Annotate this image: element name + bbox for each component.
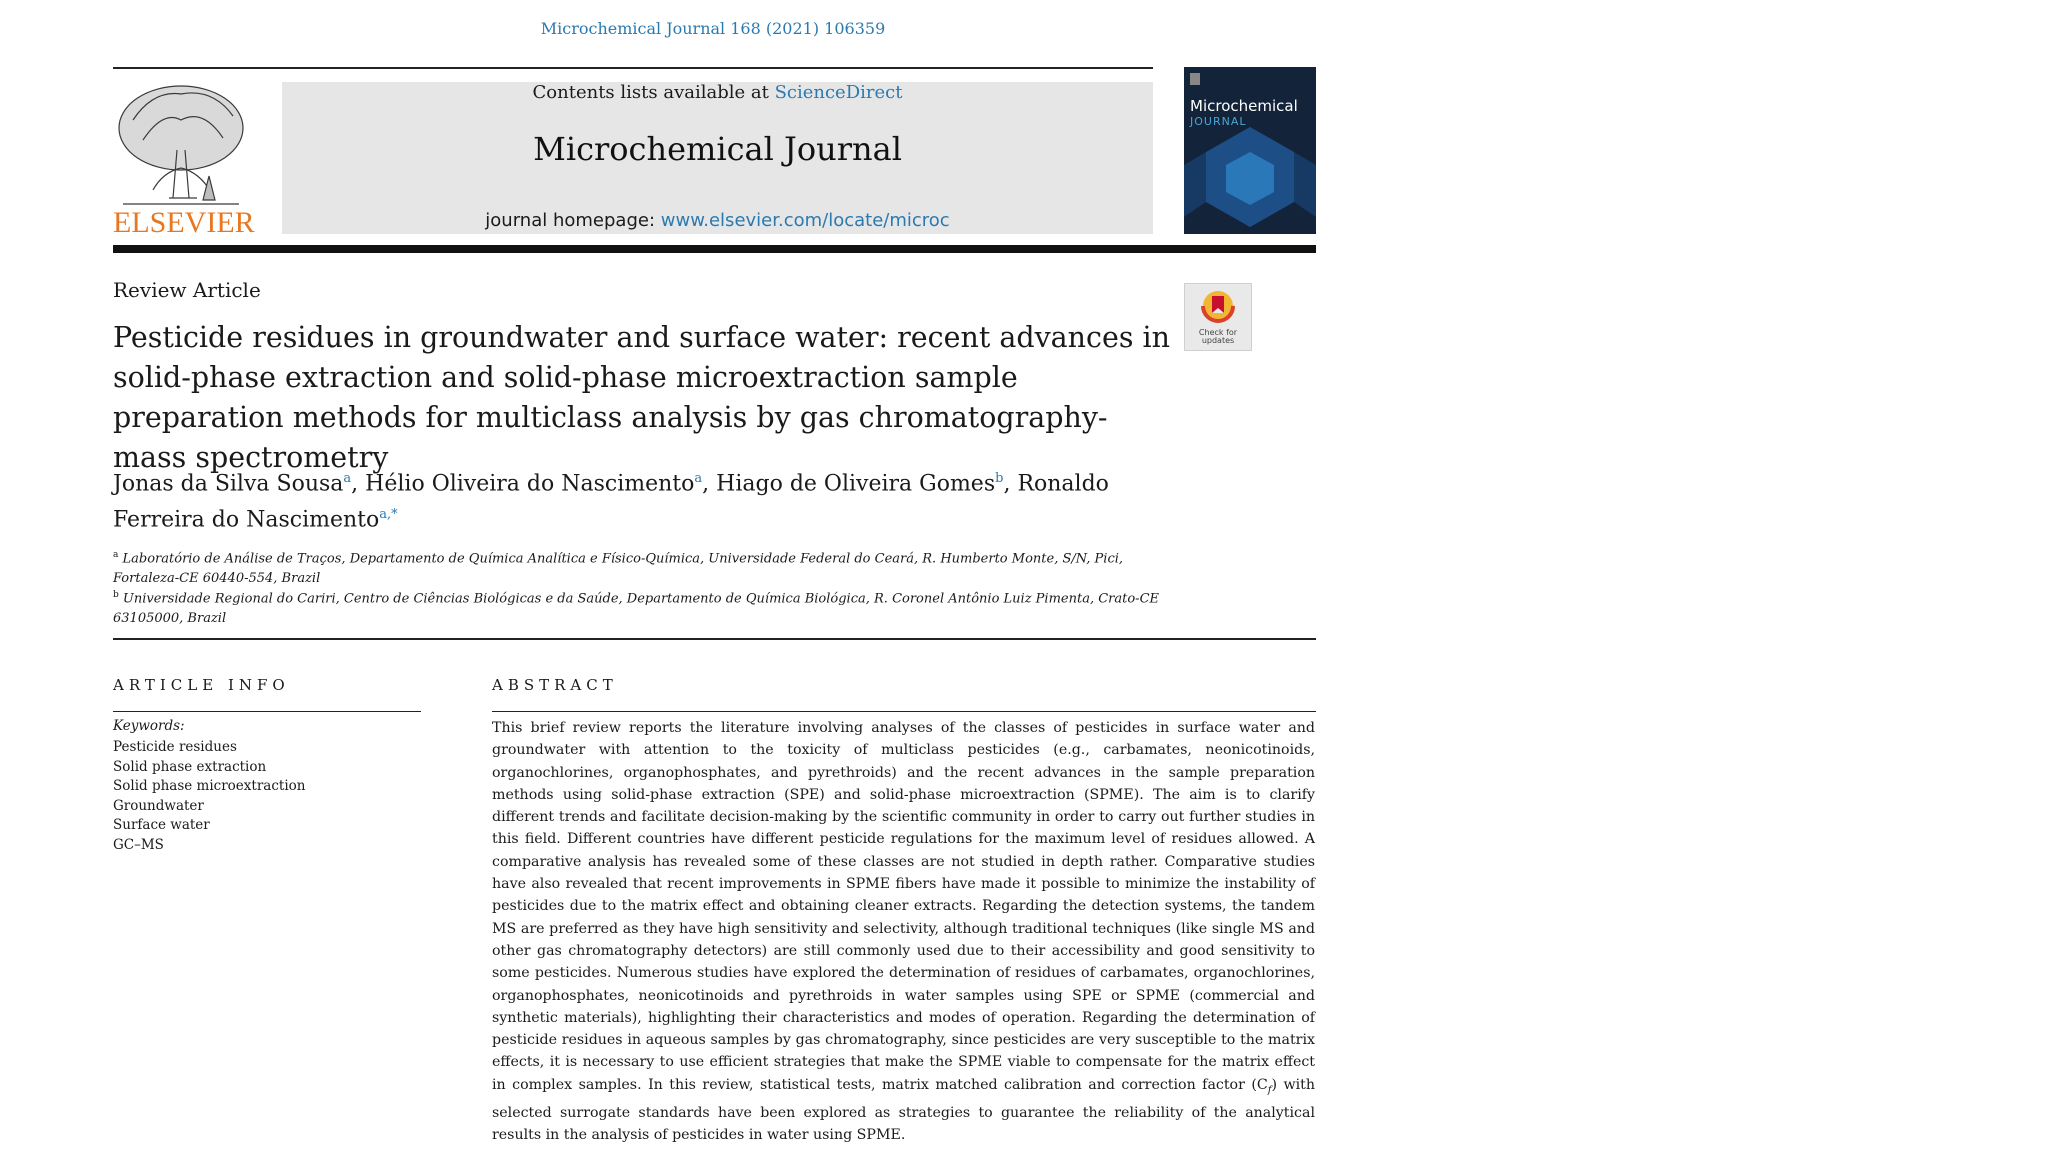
author-name[interactable]: Hélio Oliveira do Nascimento <box>365 471 695 497</box>
elsevier-wordmark[interactable]: ELSEVIER <box>113 206 255 239</box>
author-affiliation-mark[interactable]: b <box>995 471 1004 486</box>
keyword-item: Solid phase microextraction <box>113 778 306 795</box>
crossmark-icon <box>1185 286 1251 330</box>
abstract-rule <box>492 711 1316 712</box>
author-name[interactable]: Hiago de Oliveira Gomes <box>716 471 996 497</box>
abstract-text: This brief review reports the literature involving analyses of the classes of pesticides in surface water and groundwater with attention to the toxicity of multiclass pesticides (e.g., carbamates, neonicotinoids, organochlorines, organophosphates, and pyrethroids) and the recent advances in the sample preparation methods using solid-phase extraction (SPE) and solid-phase microextraction (SPME). The aim is to clarify different trends and facilitate decision-making by the scientific community in order to carry out further studies in this field. Different countries have different pesticide regulations for the maximum level of residues allowed. A comparative analysis has revealed some of these classes are not studied in depth rather. Comparative studies have also revealed that recent improvements in SPME fibers have made it possible to minimize the instability of pesticides due to the matrix effect and obtaining cleaner extracts. Regarding the detection systems, the tandem MS are preferred as they have high sensitivity and selectivity, although traditional techniques (like single MS and other gas chromatography detectors) are still commonly used due to their accessibility and good sensitivity to some pesticides. Numerous studies have explored the determination of residues of carbamates, organochlorines, organophosphates, neonicotinoids and pyrethroids in water samples using SPE or SPME (commercial and synthetic materials), highlighting their characteristics and modes of operation. Regarding the determination of pesticide residues in aqueous samples by gas chromatography, since pesticides are very susceptible to the matrix effects, it is necessary to use efficient strategies that make the SPME viable to compensate for the matrix effect in complex samples. In this review, statistical tests, matrix matched calibration and correction factor $(C_f)$ with selected surrogate standards have been explored as strategies to guarantee the reliability of the analytical results in the analysis of pesticides in water using SPME. <box>492 720 1315 1144</box>
journal-cover-thumbnail[interactable] <box>1184 67 1316 234</box>
keyword-item: GC–MS <box>113 836 164 853</box>
contents-available-line: Contents lists available at ScienceDirect <box>532 82 903 103</box>
author-affiliation-mark[interactable]: a,* <box>379 507 398 523</box>
keyword-item: Surface water <box>113 817 210 834</box>
article-info-rule <box>113 711 421 712</box>
affiliation-b: $^b$ Universidade Regional do Cariri, Centro de Ciências Biológicas e da Saúde, Departamento de Química Biológica, R. Coronel Antônio Luiz Pimenta, Crato-CE 63105000, Brazil <box>113 590 1160 627</box>
keywords-label: Keywords: <box>113 718 185 734</box>
check-for-updates-badge[interactable] <box>1184 283 1252 351</box>
author-affiliation-mark[interactable]: a <box>343 471 352 486</box>
cover-hexagon-pattern <box>1184 67 1316 234</box>
article-type: Review Article <box>113 278 261 302</box>
author-name[interactable]: Ronaldo Ferreira do Nascimento <box>113 471 1109 533</box>
header-bottom-rule <box>113 245 1316 253</box>
journal-citation[interactable]: Microchemical Journal 168 (2021) 106359 <box>540 19 886 38</box>
article-title: Pesticide residues in groundwater and surface water: recent advances in solid-phase extraction and solid-phase microextraction sample preparation methods for multiclass analysis by gas chromatography-mass spectrometry <box>113 321 1171 474</box>
article-info-heading: ARTICLE INFO <box>113 676 290 694</box>
journal-banner <box>282 82 1153 234</box>
journal-title: Microchemical Journal <box>533 130 902 168</box>
crossmark-label-line1: Check for <box>1198 328 1238 337</box>
sciencedirect-link[interactable]: ScienceDirect <box>774 82 903 103</box>
crossmark-label-line2: updates <box>1201 336 1235 345</box>
journal-homepage-line: journal homepage: www.elsevier.com/locate/microc <box>485 210 950 231</box>
cover-subtitle: JOURNAL <box>1190 115 1247 128</box>
section-rule <box>113 638 1316 640</box>
author-list: Jonas da Silva Sousa$^a$, Hélio Oliveira do Nascimento$^a$, Hiago de Oliveira Gomes$^b$, Ronaldo Ferreira do Nascimento$^{a,*}$ <box>113 471 1109 533</box>
author-name[interactable]: Jonas da Silva Sousa <box>113 471 344 497</box>
cover-title: Microchemical <box>1190 97 1298 115</box>
journal-homepage-link[interactable]: www.elsevier.com/locate/microc <box>660 210 950 231</box>
header-top-rule <box>113 67 1153 69</box>
author-affiliation-mark[interactable]: a <box>694 471 703 486</box>
keyword-item: Pesticide residues <box>113 739 237 755</box>
affiliation-a: $^a$ Laboratório de Análise de Traços, Departamento de Química Analítica e Físico-Química, Universidade Federal do Ceará, R. Humberto Monte, S/N, Pici, Fortaleza-CE 60440-554, Brazil <box>113 550 1124 587</box>
keyword-item: Solid phase extraction <box>113 758 267 775</box>
keywords-list <box>113 738 305 856</box>
abstract-heading: ABSTRACT <box>492 676 618 694</box>
keyword-item: Groundwater <box>113 797 204 814</box>
